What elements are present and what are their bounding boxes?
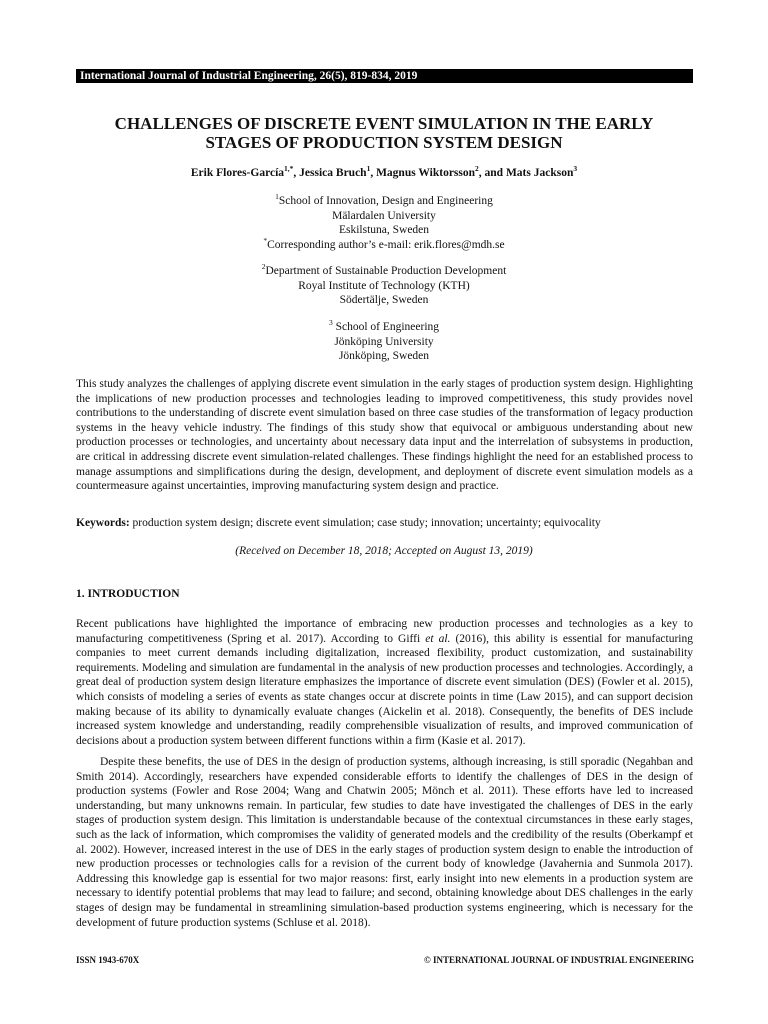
affil-line: Eskilstuna, Sweden: [338, 224, 430, 236]
author-separator: ,: [293, 167, 300, 179]
affil-mark: 3: [328, 318, 333, 328]
affil-line: School of Innovation, Design and Engineering: [278, 195, 493, 207]
intro-paragraph-2: Despite these benefits, the use of DES in the design of production systems, although increasing, is still sporadic (Negahban and Smith 2014). Accordingly, researchers have expended considerable efforts to identify the challenges of DES in the design of production systems (Fowler and Rose 2004; Wang and Chatwin 2005; Mönch et al. 2011). These efforts have led to increased understanding, but many unknowns remain. In particular, few studies to date have investigated the challenges of DES in the early stages of production system design. This limitation is understandable because of the contextual circumstances in these early stages, such as the lack of information, which compromises the validity of generated models and the credibility of the results (Oberkampf et al. 2002). However, increased interest in the use of DES in the early stages of production system design to enable the introduction of new production processes or technologies calls for a revision of the current body of knowledge (Javahernia and Sunmola 2017). Addressing this knowledge gap is essential for two major reasons: first, early insight into new elements in a production system are necessary to identify potential problems that may lead to failure; and second, obtaining knowledge about DES challenges in the early stages of design may be fundamental in streamlining simulation-based production systems engineering, which is necessary for the development of future production systems (Schluse et al. 2018).: [76, 756, 693, 929]
affil-mark: 1: [275, 192, 279, 202]
footer-issn: ISSN 1943-670X: [76, 955, 140, 965]
footer-copyright: © INTERNATIONAL JOURNAL OF INDUSTRIAL ENGINEERING: [423, 955, 694, 965]
affil-line: Department of Sustainable Production Development: [265, 265, 507, 277]
affil-line: Mälardalen University: [332, 209, 436, 222]
affil-line: Jönköping University: [334, 335, 434, 348]
affil-line: Södertälje, Sweden: [339, 294, 429, 306]
author-name: Jessica Bruch: [299, 167, 367, 179]
affiliation-2: [70, 264, 698, 308]
affiliation-3: [70, 320, 698, 364]
author-list: [70, 166, 698, 180]
received-dates: (Received on December 18, 2018; Accepted on August 13, 2019): [235, 545, 533, 557]
keywords-label: Keywords:: [76, 517, 130, 529]
affil-line: School of Engineering: [332, 321, 440, 333]
keywords-list: production system design; discrete event simulation; case study; innovation; uncertainty; equivocality: [129, 517, 601, 529]
author-affil-mark: 2: [475, 164, 479, 174]
affil-mark: 2: [261, 262, 266, 272]
intro-text: Recent publications have highlighted the importance of embracing new production processes and technologies as a key to manufacturing competitiveness (Spring et al. 2017). According to Giffi: [76, 618, 693, 645]
paper-title: [70, 114, 698, 152]
intro-paragraph-1: [76, 617, 693, 748]
intro-text: (2016), this ability is essential for manufacturing companies to meet current demands including digitalization, increased flexibility, product customization, and sustainability requirements. Modeling and simulation are fundamental in the analysis of new production processes and technologies. Accordingly, a great deal of production system design literature emphasizes the importance of discrete event simulation (DES) (Fowler et al. 2015), which consists of modeling a series of events as state changes occur at discrete points in time (Law 2015), and can support decision making because of its ability to dynamically evaluate changes (Aickelin et al. 2018). Consequently, the benefits of DES include increased system knowledge and understanding, readily comprehensible visualization of results, and improved communication of decisions about a production system between different functions within a firm (Kasie et al. 2017).: [76, 632, 693, 747]
author-affil-mark: 3: [573, 164, 578, 174]
corresponding-mark: *: [263, 235, 268, 245]
author-affil-mark: 1,*: [284, 164, 294, 174]
title-line-1: CHALLENGES OF DISCRETE EVENT SIMULATION IN THE EARLY: [114, 114, 654, 133]
intro-etal: et al.: [425, 632, 451, 645]
journal-header-bar: International Journal of Industrial Engineering, 26(5), 819-834, 2019: [76, 69, 693, 83]
affiliation-1: [70, 194, 698, 252]
author-separator: , and: [478, 167, 506, 179]
keywords: [76, 516, 693, 531]
affil-line: Royal Institute of Technology (KTH): [298, 279, 470, 292]
title-line-2: STAGES OF PRODUCTION SYSTEM DESIGN: [205, 133, 563, 152]
author-name: Magnus Wiktorsson: [376, 167, 476, 179]
affil-line: Jönköping, Sweden: [338, 350, 430, 362]
author-affil-mark: 1: [366, 164, 371, 174]
author-name: Mats Jackson: [505, 167, 574, 179]
abstract: This study analyzes the challenges of applying discrete event simulation in the early stages of production system design. Highlighting the implications of new production processes and technologies leading to improved competitiveness, this study provides novel contributions to the understanding of discrete event simulation based on three case studies of the transformation of legacy production systems in the heavy vehicle industry. The findings of this study show that equivocal or ambiguous understanding about new production processes or technologies, and uncertainty about necessary data input and the interrelation of subsystems in production, are critical in addressing discrete event simulation-related challenges. These findings highlight the need for an established process to manage assumptions and simplifications during the design, development, and deployment of discrete event simulation models as a countermeasure against uncertainties, improving manufacturing system design and practice.: [76, 378, 693, 493]
corresponding-author-email[interactable]: Corresponding author’s e-mail: erik.flores@mdh.se: [267, 238, 505, 251]
author-name: Erik Flores-García: [190, 167, 285, 179]
section-heading: 1. INTRODUCTION: [76, 588, 180, 600]
author-separator: ,: [370, 167, 377, 179]
